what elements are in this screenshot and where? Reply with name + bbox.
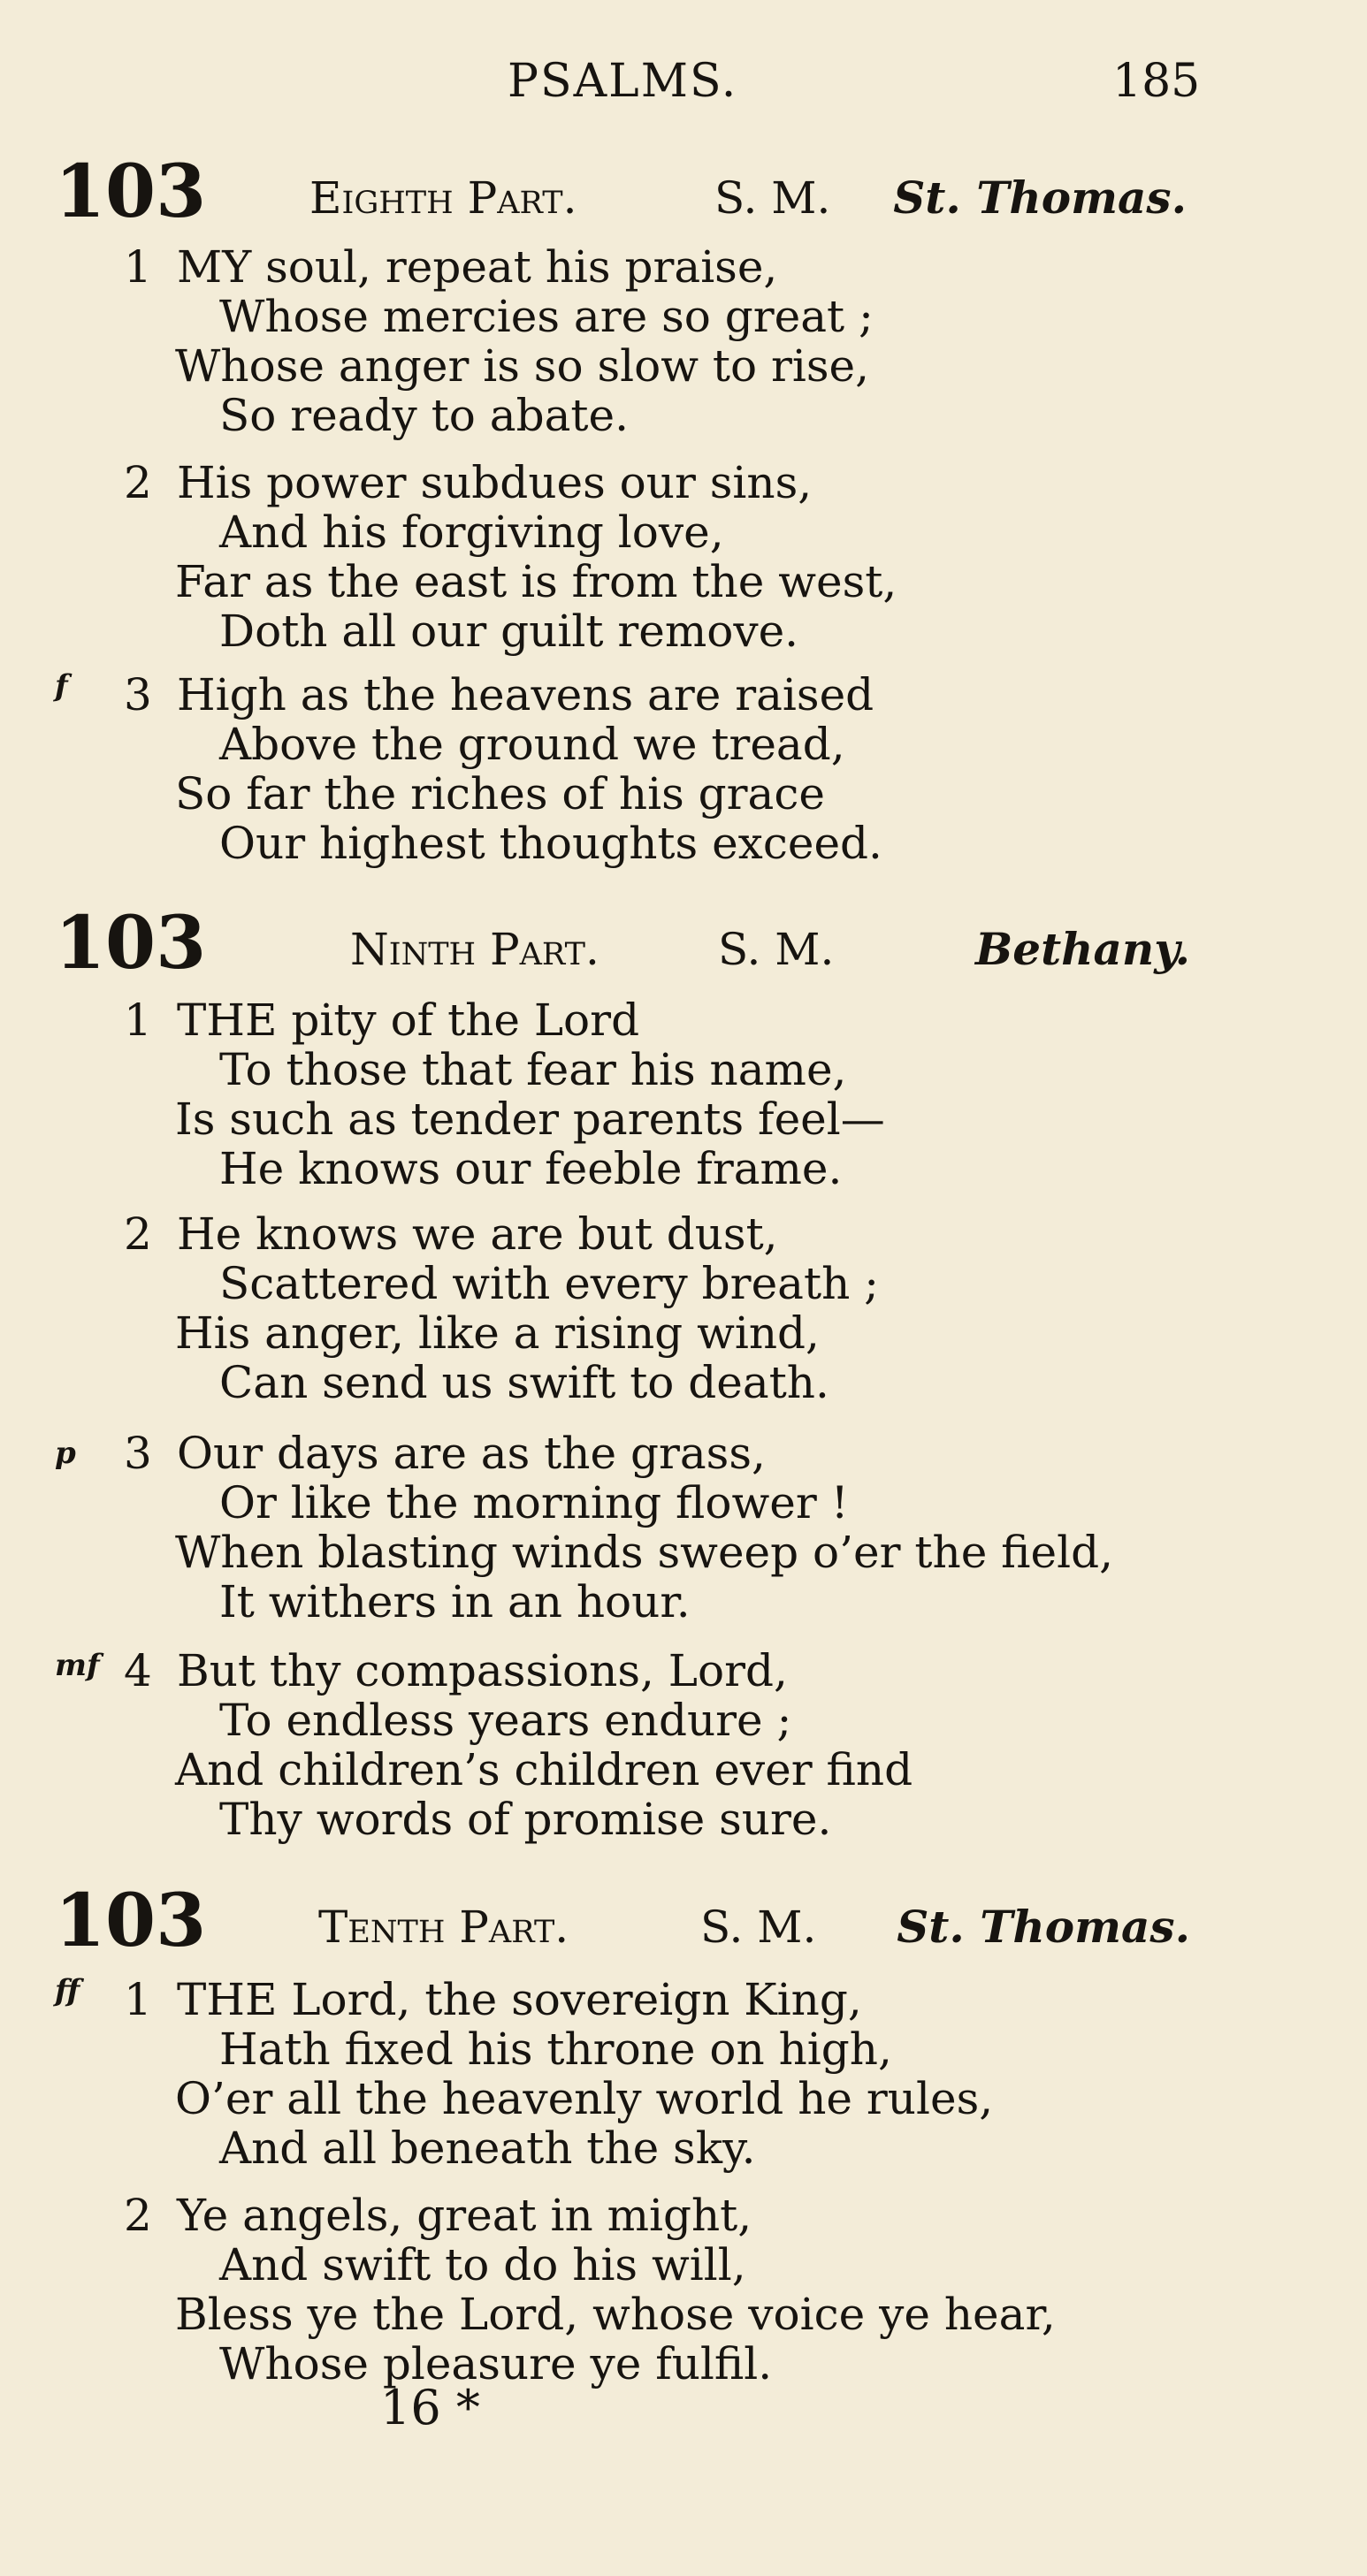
- tune-name: St. Thomas.: [897, 1901, 1190, 1953]
- hymn-number: 103: [55, 901, 207, 986]
- page-number: 185: [1112, 55, 1201, 108]
- verse-line: Our days are as the grass,: [177, 1428, 766, 1479]
- running-head: [0, 46, 1367, 117]
- verse-line: Far as the east is from the west,: [175, 556, 897, 607]
- verse-line: Can send us swift to death.: [219, 1357, 829, 1408]
- verse-line: But thy compassions, Lord,: [177, 1645, 788, 1696]
- verse-line: Whose mercies are so great ;: [219, 291, 874, 342]
- verse-line: Scattered with every breath ;: [219, 1258, 880, 1309]
- part-label: Eighth Part.: [309, 172, 577, 224]
- verse-line: Ye angels, great in might,: [177, 2190, 752, 2241]
- signature-mark: 16 *: [380, 2380, 480, 2435]
- meter-label: S. M.: [700, 1902, 817, 1953]
- verse-line: His anger, like a rising wind,: [175, 1307, 820, 1359]
- verse-line: He knows we are but dust,: [177, 1208, 778, 1260]
- meter-label: S. M.: [718, 924, 835, 975]
- verse-number: 4: [124, 1645, 152, 1696]
- verse-line: And swift to do his will,: [219, 2239, 746, 2290]
- meter-label: S. M.: [714, 172, 831, 224]
- verse-line: MY soul, repeat his praise,: [177, 241, 778, 293]
- verse-number: 1: [124, 241, 152, 293]
- verse-number: 2: [124, 457, 152, 508]
- tune-name: St. Thomas.: [893, 171, 1187, 224]
- verse-line: To those that fear his name,: [219, 1044, 847, 1095]
- hymn-number: 103: [55, 149, 207, 234]
- dynamic-marking: ff: [55, 1973, 80, 2008]
- part-label: Ninth Part.: [350, 924, 599, 975]
- dynamic-marking: mf: [55, 1648, 100, 1683]
- verse-number: 1: [124, 995, 152, 1046]
- running-title: PSALMS.: [508, 55, 738, 108]
- verse-line: Hath fixed his throne on high,: [219, 2023, 892, 2075]
- verse-line: Bless ye the Lord, whose voice ye hear,: [175, 2289, 1056, 2340]
- verse-line: High as the heavens are raised: [177, 669, 874, 720]
- hymn-header: [0, 1881, 1367, 1961]
- verse-line: Whose pleasure ye fulfil.: [219, 2338, 773, 2389]
- verse-line: So ready to abate.: [219, 390, 629, 441]
- verse-line: When blasting winds sweep o’er the field,: [175, 1527, 1114, 1578]
- verse-line: Or like the morning flower !: [219, 1477, 849, 1528]
- verse-number: 2: [124, 1208, 152, 1260]
- part-label: Tenth Part.: [318, 1902, 569, 1953]
- verse-line: Whose anger is so slow to rise,: [175, 340, 870, 392]
- verse-line: Thy words of promise sure.: [219, 1794, 832, 1845]
- verse-line: Is such as tender parents feel—: [175, 1094, 885, 1145]
- tune-name: Bethany.: [975, 923, 1190, 975]
- verse-number: 3: [124, 1428, 152, 1479]
- verse-line: To endless years endure ;: [219, 1695, 792, 1746]
- verse-line: So far the riches of his grace: [175, 768, 825, 819]
- verse-line: And children’s children ever find: [175, 1744, 913, 1795]
- verse-line: His power subdues our sins,: [177, 457, 813, 508]
- verse-line: It withers in an hour.: [219, 1576, 691, 1627]
- verse-number: 1: [124, 1974, 152, 2025]
- hymn-header: [0, 901, 1367, 986]
- verse-line: Above the ground we tread,: [219, 719, 845, 770]
- dynamic-marking: p: [55, 1436, 76, 1471]
- verse-line: And his forgiving love,: [219, 507, 724, 558]
- verse-line: Our highest thoughts exceed.: [219, 818, 882, 869]
- dynamic-marking: f: [55, 668, 68, 704]
- hymn-number: 103: [55, 1879, 207, 1963]
- verse-line: O’er all the heavenly world he rules,: [175, 2073, 994, 2124]
- verse-line: And all beneath the sky.: [219, 2123, 756, 2174]
- verse-line: He knows our feeble frame.: [219, 1143, 843, 1194]
- verse-line: THE Lord, the sovereign King,: [177, 1974, 862, 2025]
- verse-line: THE pity of the Lord: [177, 995, 640, 1046]
- verse-number: 3: [124, 669, 152, 720]
- verse-number: 2: [124, 2190, 152, 2241]
- hymn-header: [0, 149, 1367, 234]
- verse-line: Doth all our guilt remove.: [219, 606, 799, 657]
